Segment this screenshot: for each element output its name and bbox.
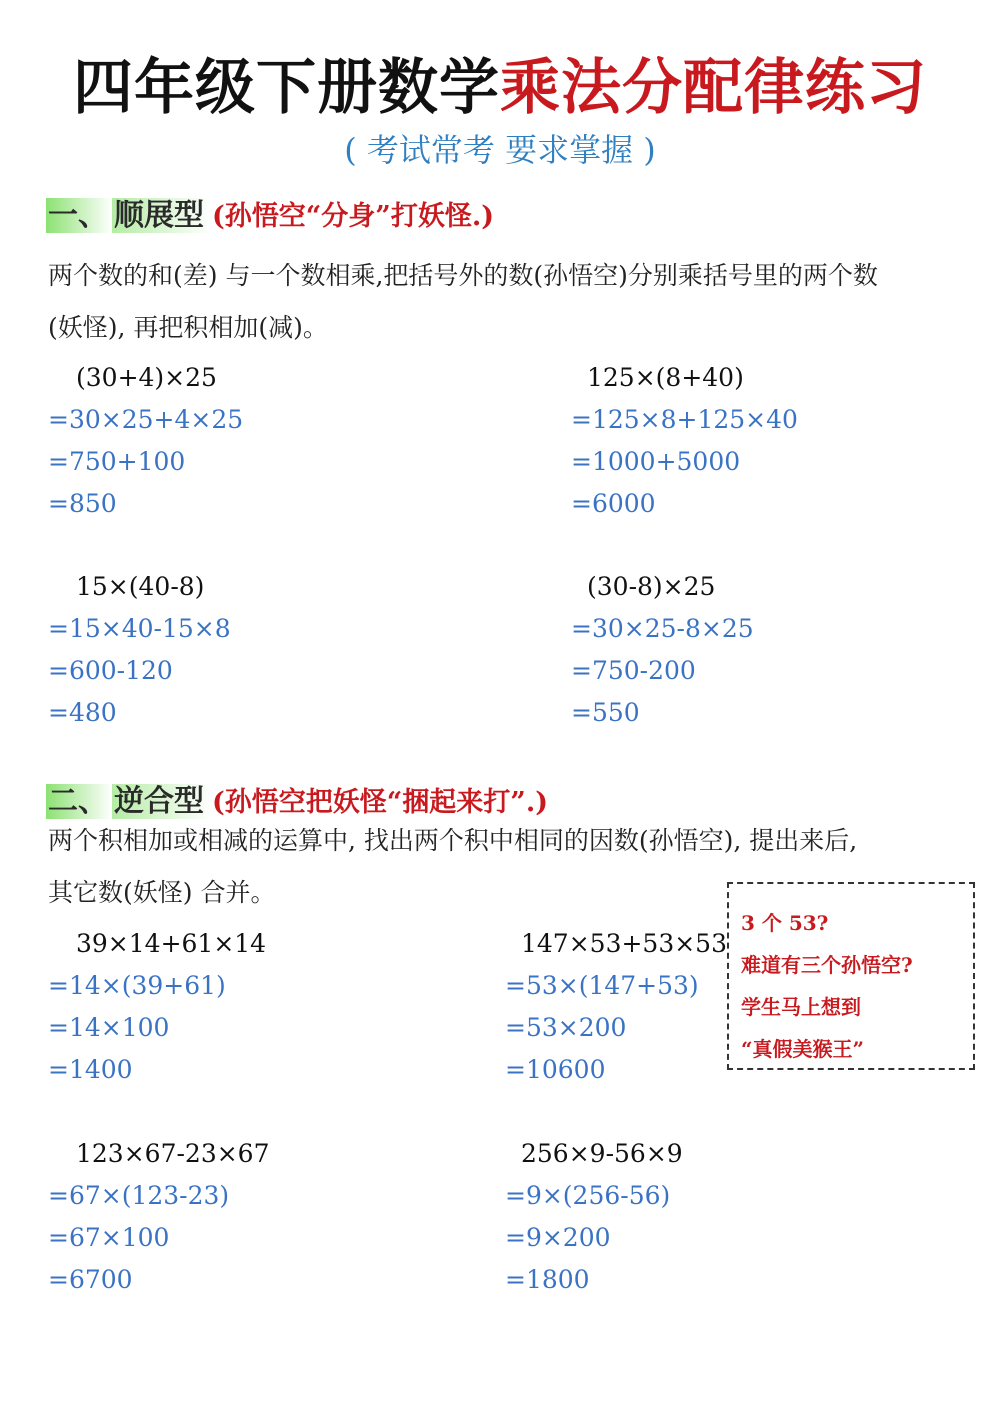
section2-problem-3 bbox=[48, 1133, 468, 1301]
section2-name: 逆合型 bbox=[112, 784, 212, 819]
section2-problem-1 bbox=[48, 923, 468, 1091]
callout-box bbox=[727, 882, 975, 1070]
title-part2: 乘法分配律练习 bbox=[500, 53, 927, 123]
problem-step: =6000 bbox=[571, 489, 656, 518]
problem-expression: 125×(8+40) bbox=[587, 363, 744, 392]
problem-step: =9×200 bbox=[505, 1223, 611, 1252]
problem-step: =750+100 bbox=[48, 447, 186, 476]
problem-step: =6700 bbox=[48, 1265, 133, 1294]
page-title bbox=[0, 40, 1000, 126]
problem-step: =15×40-15×8 bbox=[48, 614, 231, 643]
problem-step: =30×25-8×25 bbox=[571, 614, 754, 643]
problem-step: =14×100 bbox=[48, 1013, 170, 1042]
callout-line: 难道有三个孙悟空? bbox=[741, 953, 913, 977]
problem-expression: (30+4)×25 bbox=[76, 363, 217, 392]
section1-note: (孙悟空“分身”打妖怪.) bbox=[212, 201, 495, 232]
section1-desc-line2: (妖怪), 再把积相加(减)。 bbox=[48, 313, 328, 342]
section2-note: (孙悟空把妖怪“捆起来打”.) bbox=[212, 787, 549, 818]
section1-heading bbox=[46, 190, 494, 234]
problem-expression: (30-8)×25 bbox=[587, 572, 716, 601]
callout-line: 3 个 53? bbox=[741, 911, 829, 935]
problem-step: =53×200 bbox=[505, 1013, 627, 1042]
section1-name: 顺展型 bbox=[112, 198, 212, 233]
section1-description bbox=[48, 250, 968, 354]
problem-step: =850 bbox=[48, 489, 117, 518]
problem-step: =125×8+125×40 bbox=[571, 405, 798, 434]
problem-step: =9×(256-56) bbox=[505, 1181, 671, 1210]
title-part1: 四年级下册数学 bbox=[73, 53, 500, 123]
section1-desc-line1: 两个数的和(差) 与一个数相乘,把括号外的数(孙悟空)分别乘括号里的两个数 bbox=[48, 261, 878, 290]
section2-number: 二、 bbox=[46, 784, 112, 819]
problem-step: =67×100 bbox=[48, 1223, 170, 1252]
section1-problem-3 bbox=[48, 566, 468, 734]
section2-problem-2 bbox=[505, 923, 727, 1091]
section1-problem-1 bbox=[48, 357, 468, 525]
problem-expression: 39×14+61×14 bbox=[76, 929, 267, 958]
problem-step: =53×(147+53) bbox=[505, 971, 699, 1000]
section1-number: 一、 bbox=[46, 198, 112, 233]
section1-problem-2 bbox=[571, 357, 991, 525]
problem-step: =30×25+4×25 bbox=[48, 405, 244, 434]
callout-line: 学生马上想到 bbox=[741, 995, 861, 1019]
problem-step: =600-120 bbox=[48, 656, 173, 685]
problem-step: =14×(39+61) bbox=[48, 971, 226, 1000]
page-subtitle: ( 考试常考 要求掌握 ) bbox=[344, 131, 656, 169]
problem-step: =550 bbox=[571, 698, 640, 727]
section1-problem-4 bbox=[571, 566, 991, 734]
problem-expression: 15×(40-8) bbox=[76, 572, 205, 601]
problem-step: =480 bbox=[48, 698, 117, 727]
section2-problem-4 bbox=[505, 1133, 925, 1301]
problem-expression: 256×9-56×9 bbox=[521, 1139, 683, 1168]
problem-expression: 123×67-23×67 bbox=[76, 1139, 270, 1168]
problem-expression: 147×53+53×53 bbox=[521, 929, 727, 958]
section2-desc-line1: 两个积相加或相减的运算中, 找出两个积中相同的因数(孙悟空), 提出来后, bbox=[48, 826, 858, 855]
problem-step: =1400 bbox=[48, 1055, 133, 1084]
problem-step: =1800 bbox=[505, 1265, 590, 1294]
section2-heading bbox=[46, 776, 548, 820]
callout-line: “真假美猴王” bbox=[741, 1037, 865, 1061]
section2-desc-line2: 其它数(妖怪) 合并。 bbox=[48, 878, 276, 907]
problem-step: =1000+5000 bbox=[571, 447, 741, 476]
problem-step: =10600 bbox=[505, 1055, 606, 1084]
problem-step: =750-200 bbox=[571, 656, 696, 685]
problem-step: =67×(123-23) bbox=[48, 1181, 230, 1210]
